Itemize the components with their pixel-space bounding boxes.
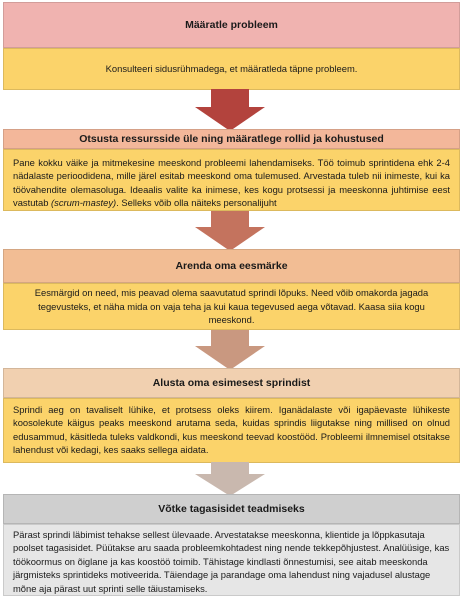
step-1-body — [3, 48, 460, 90]
step-3-body — [3, 283, 460, 330]
step-2-text-end: . Selleks võib olla näiteks personalijuht — [116, 197, 277, 209]
step-1-title: Määratle probleem — [185, 19, 278, 31]
step-2-header — [3, 129, 460, 149]
step-2-emphasis: (scrum-mastey) — [51, 197, 117, 209]
step-1-text: Konsulteeri sidusrühmadega, et määratleda täpne probleem. — [105, 63, 358, 75]
step-2-body — [3, 149, 460, 211]
arrow-shape — [195, 211, 265, 251]
arrow-shape — [195, 330, 265, 370]
step-5-body — [3, 524, 460, 596]
step-2-title: Otsusta ressursside üle ning määratlege rollid ja kohustused — [79, 133, 384, 145]
step-5-header — [3, 494, 460, 524]
step-4-body — [3, 398, 460, 463]
arrow-down-1 — [195, 89, 265, 131]
step-2-text: Pane kokku väike ja mitmekesine meeskond probleemi lahendamiseks. Töö toimub sprintidena ehk 2-4 nädalaste perioodidena, mille järel esitab meeskond oma tulemused. Arvestada tuleb nii inimeste, kui ka töövahendite olemasoluga. Ideaalis valite ka inimese, kes kogu protsessi ja meeskonna juhtimise eest vastutab — [13, 157, 450, 209]
step-3-title: Arenda oma eesmärke — [175, 260, 288, 272]
arrow-down-2 — [195, 211, 265, 251]
step-4-title: Alusta oma esimesest sprindist — [152, 377, 311, 389]
step-5-text: Pärast sprindi läbimist tehakse sellest ülevaade. Arvestatakse meeskonna, klientide ja lõppkasutaja poolset tagasisidet. Püütakse aru saada probleemkohtadest ning nende tekkepõhjustest. Analüüsige, kas töökoormus on õiglane ja kas koostöö toimib. Tähistage kindlasti õnnestumisi, see aitab meeskonda järgmisteks sprintideks motiveerida. Täiendage ja parandage oma lahendust ning vajadusel alustage mõne aja pärast uut sprinti selle täiustamiseks. — [13, 529, 450, 594]
step-3-header — [3, 249, 460, 283]
step-1-header — [3, 2, 460, 48]
step-4-header — [3, 368, 460, 398]
arrow-shape — [195, 462, 265, 496]
arrow-down-4 — [195, 462, 265, 496]
step-4-text: Sprindi aeg on tavaliselt lühike, et protsess oleks kiirem. Iganädalaste või igapäevaste lühikeste koosolekute käigus peaks meeskond arutama seda, kuidas sprindis liigutakse ning millised on olnud edusammud, käsitleda tuleks valdkondi, kus meeskond teevad koostööd. Probleemi ilmnemisel otsitakse lahendust või kedagi, kes saaks sellega aidata. — [13, 404, 450, 456]
arrow-shape — [195, 89, 265, 131]
arrow-down-3 — [195, 330, 265, 370]
step-3-text: Eesmärgid on need, mis peavad olema saavutatud sprindi lõpuks. Need võib omakorda jagada tegevusteks, et näha mida on vaja teha ja kui kaua tegevused aega võtavad. Kaasa siia kogu meeskond. — [34, 287, 429, 326]
step-5-title: Võtke tagasisidet teadmiseks — [158, 503, 305, 515]
